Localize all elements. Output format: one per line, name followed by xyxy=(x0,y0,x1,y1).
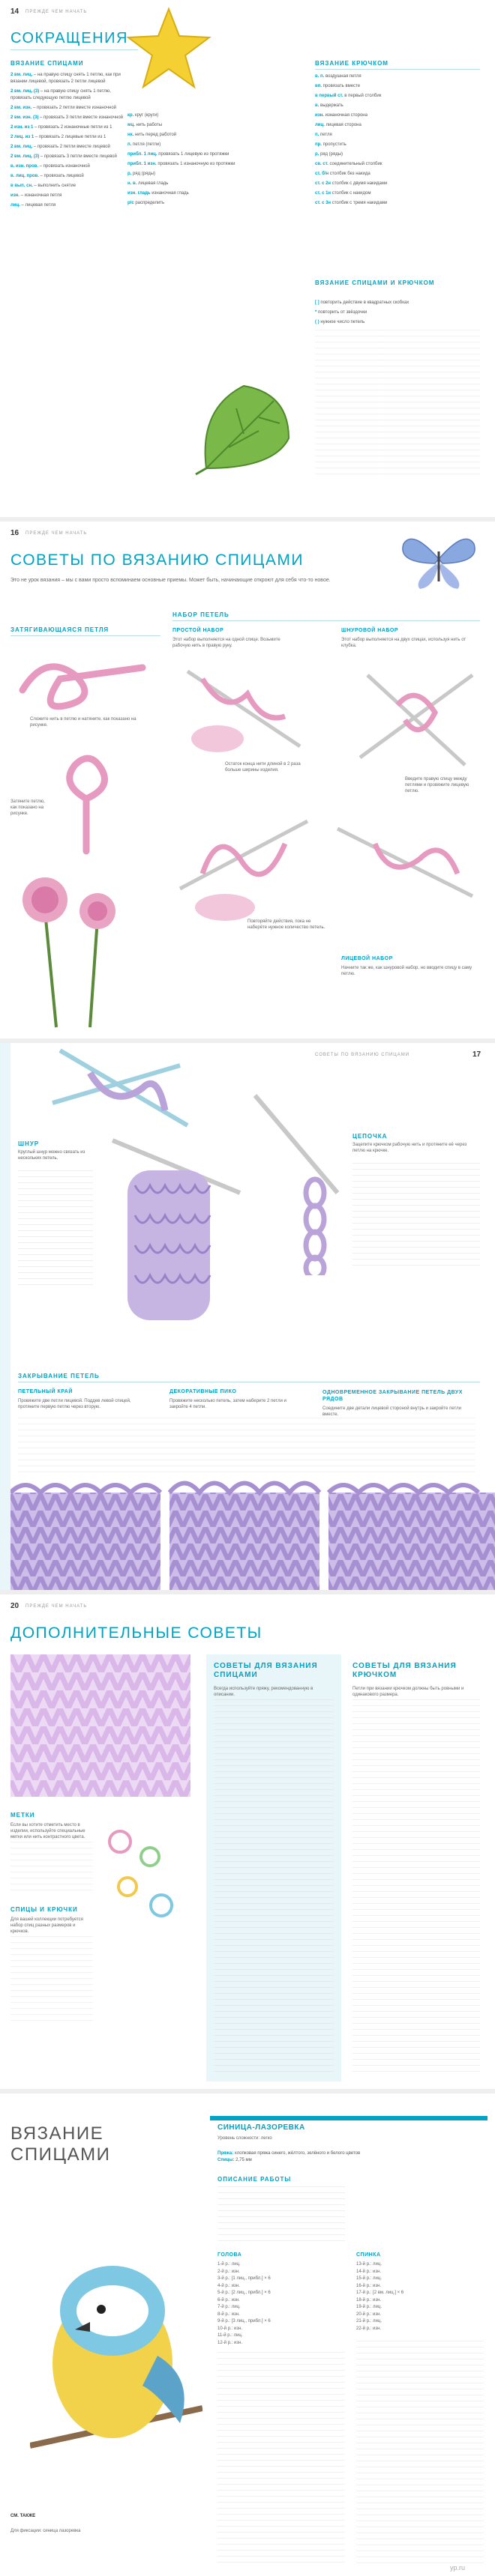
mid-term-desc: петля (петли) xyxy=(132,142,161,147)
page-number: 14 xyxy=(10,7,20,16)
knit-abbreviations xyxy=(10,72,123,212)
crochet-term-key: в первый ст. xyxy=(315,94,345,98)
crochet-term xyxy=(315,190,484,197)
knit-term-desc: – лицевая петля xyxy=(21,203,56,208)
mid-term xyxy=(128,132,240,139)
section-tips-knitting: СОВЕТЫ ДЛЯ ВЯЗАНИЯ СПИЦАМИ xyxy=(214,1662,318,1679)
credit-label: СМ. ТАКЖЕ xyxy=(10,2514,36,2518)
stitch-markers-illustration xyxy=(98,1812,188,1947)
crochet-term-key: изн. xyxy=(315,113,326,118)
flower-icon xyxy=(15,866,128,1031)
crochet-term xyxy=(315,93,484,100)
page-cord-chain xyxy=(0,1043,495,1590)
cord-text: Круглый шнур можно связать из нескольких петель. xyxy=(18,1150,86,1161)
pattern-row: 18-й р.: изн. xyxy=(356,2297,382,2303)
tools-text: Для вашей коллекции потребуется набор спиц разных размеров и крючков. xyxy=(10,1917,83,1934)
crochet-term-desc: лицевая сторона xyxy=(326,123,362,127)
crochet-term-desc: ряд (ряды) xyxy=(320,152,344,157)
bind-off-2-text: Провяжите несколько петель, затем наберите 2 петли и закройте 4 петли. xyxy=(170,1399,286,1409)
mid-term-key: п. xyxy=(128,142,133,147)
intro-text: Это не урок вязания – мы с вами просто вспоминаем основные приемы. Может быть, начинающие откроют для себя что-то новое. xyxy=(10,578,331,583)
materials xyxy=(218,2150,480,2164)
knit-term-key: 2 вм. лиц. xyxy=(10,73,34,77)
knit-term-desc: – выполнить снятие xyxy=(34,184,76,188)
face-cast-on-text: Начните так же, как шнуровой набор, но вводите спицу в саму петлю. xyxy=(341,966,472,976)
page-bluetit-pattern xyxy=(0,2093,495,2576)
knit-term xyxy=(10,124,123,131)
pattern-row: 15-й р.: лиц. xyxy=(356,2276,382,2281)
knit-term-desc: – на правую спицу снять 1 петлю, как при вязании лицевой, провязать 2 петли лицевой xyxy=(10,73,121,84)
pattern-row: 20-й р.: изн. xyxy=(356,2312,382,2317)
knit-term-key: в. лиц. пров. xyxy=(10,174,40,178)
crochet-term-desc: провязать вместе xyxy=(322,84,361,88)
crochet-term-desc: изнаночная сторона xyxy=(325,113,368,118)
crochet-term-key: пр. xyxy=(315,142,323,147)
page-tag: ПРЕЖДЕ ЧЕМ НАЧАТЬ xyxy=(26,10,88,14)
mid-term-key: р. xyxy=(128,172,133,176)
mid-term-key: мц. xyxy=(128,123,136,127)
knit-term-key: 2 вм. изн. (3) xyxy=(10,115,40,120)
crochet-term-key: ст. с 1н xyxy=(315,191,332,196)
simple-cast-on-heading: ПРОСТОЙ НАБОР xyxy=(172,628,224,633)
page-tag: ПРЕЖДЕ ЧЕМ НАЧАТЬ xyxy=(26,1604,88,1609)
crochet-term-key: в. xyxy=(315,103,321,108)
crochet-term-desc: в первый столбик xyxy=(344,94,382,98)
mid-abbreviations xyxy=(128,112,240,210)
slip-knot-illustration-2 xyxy=(45,746,128,859)
knit-term-desc: – провязать изнаночной xyxy=(39,164,90,169)
knit-term-desc: – изнаночная петля xyxy=(20,193,62,198)
crochet-term xyxy=(315,73,484,80)
head-heading: ГОЛОВА xyxy=(218,2252,242,2258)
crochet-term xyxy=(315,171,484,178)
crochet-term-desc: столбик с тремя накидами xyxy=(332,201,388,205)
crochet-term xyxy=(315,83,484,90)
both-term-key: [ ] xyxy=(315,300,321,305)
knit-term-desc: – провязать 3 петли вместе изнаночной xyxy=(40,115,124,120)
yellow-star-icon xyxy=(124,6,214,92)
crochet-term xyxy=(315,103,484,109)
face-cast-on-heading: ЛИЦЕВОЙ НАБОР xyxy=(341,956,393,961)
mid-term-desc: нить перед работой xyxy=(134,133,177,137)
pattern-level: Уровень сложности: легко xyxy=(218,2136,272,2141)
watermark: yp.ru xyxy=(450,2564,466,2572)
both-term xyxy=(315,309,484,316)
crochet-term-key: лиц. xyxy=(315,123,326,127)
yarn-value: хлопковая пряжа синего, жёлтого, зелёного и белого цветов xyxy=(234,2151,361,2156)
mid-term-key: н. в. xyxy=(128,181,138,186)
mid-term-desc: распределить xyxy=(135,201,165,205)
pattern-row: 6-й р.: изн. xyxy=(218,2297,240,2303)
section-cord: ШНУР xyxy=(18,1140,40,1147)
chain-illustration xyxy=(248,1088,352,1275)
section-cast-on: НАБОР ПЕТЕЛЬ xyxy=(172,611,230,618)
crochet-term xyxy=(315,132,484,139)
knit-term xyxy=(10,144,123,151)
crochet-term-desc: соединительный столбик xyxy=(329,162,382,166)
mid-term-desc: круг (круги) xyxy=(135,113,159,118)
cord-illustration xyxy=(98,1125,248,1373)
knit-term-key: в. изн. пров. xyxy=(10,164,40,169)
mid-term xyxy=(128,161,240,168)
pattern-row: 17-й р.: [2 вм. лиц.] × 6 xyxy=(356,2291,404,2295)
pattern-row: 9-й р.: [3 лиц., прибл.] × 6 xyxy=(218,2319,271,2323)
knit-term xyxy=(10,88,123,102)
pattern-row: 16-й р.: изн. xyxy=(356,2283,382,2288)
both-term-desc: нужное число петель xyxy=(320,320,365,324)
mid-term xyxy=(128,181,240,187)
page-title: ДОПОЛНИТЕЛЬНЫЕ СОВЕТЫ xyxy=(10,1624,262,1642)
markers-text: Если вы хотите отметить место в изделии, используйте специальные метки или нить контрастного цвета. xyxy=(10,1823,86,1839)
pattern-row: 21-й р.: лиц. xyxy=(356,2319,382,2323)
crochet-term xyxy=(315,151,484,158)
body-heading: СПИНКА xyxy=(356,2252,381,2258)
knit-term-key: 2 вм. лиц. (3) xyxy=(10,154,40,159)
crochet-term-desc: воздушная петля xyxy=(325,74,362,79)
section-slip-knot: ЗАТЯГИВАЮЩАЯСЯ ПЕТЛЯ xyxy=(10,626,110,633)
section-both: ВЯЗАНИЕ СПИЦАМИ И КРЮЧКОМ xyxy=(315,279,435,286)
pattern-row: 5-й р.: [2 лиц., прибл.] × 6 xyxy=(218,2291,271,2295)
slip-knot-illustration-1 xyxy=(15,645,150,713)
footer-note: Для фиксации: синица лазоревка xyxy=(10,2529,81,2533)
crochet-term xyxy=(315,112,484,119)
crochet-term-key: ст. б/н xyxy=(315,172,330,176)
knit-term xyxy=(10,202,123,209)
crochet-term-key: св. ст. xyxy=(315,162,330,166)
pattern-row: 7-й р.: лиц. xyxy=(218,2305,241,2309)
knit-term-key: 2 вм. лиц. (3) xyxy=(10,89,40,94)
simple-cast-on-text-2: Остаток конца нити длиной в 2 раза больше ширины изделия. xyxy=(225,762,301,773)
mid-term-key: прибл. 1 лиц. xyxy=(128,152,159,157)
bind-off-swatches xyxy=(10,1478,495,1590)
step-1-text: Сложите нить в петлю и натяните, как показано на рисунке. xyxy=(30,717,136,728)
knit-term xyxy=(10,163,123,170)
crochet-term xyxy=(315,142,484,148)
mid-term-key: нк. xyxy=(128,133,135,137)
green-leaf-icon xyxy=(191,378,296,476)
pattern-row: 2-й р.: изн. xyxy=(218,2269,240,2274)
crochet-term-desc: пропустить xyxy=(322,142,346,147)
mid-term xyxy=(128,151,240,158)
both-term-key: * xyxy=(315,310,319,315)
mid-term-desc: изнаночная гладь xyxy=(152,191,189,196)
mid-term xyxy=(128,112,240,119)
yarn-label: Пряжа: xyxy=(218,2151,234,2156)
knit-term-desc: – провязать 2 петли вместе изнаночной xyxy=(33,106,117,110)
simple-cast-on-text: Этот набор выполняется на одной спице. Возьмите рабочую нить в правую руку. xyxy=(172,638,280,648)
butterfly-icon xyxy=(398,529,480,593)
knit-term-desc: – провязать 2 петли вместе лицевой xyxy=(33,145,110,149)
page-number: 17 xyxy=(472,1050,482,1059)
pattern-row: 11-й р.: лиц. xyxy=(218,2333,243,2338)
pattern-title: СИНИЦА-ЛАЗОРЕВКА xyxy=(218,2123,305,2132)
pattern-row: 4-й р.: изн. xyxy=(218,2283,240,2288)
mid-term-desc: провязать 1 изнаночную из протяжки xyxy=(158,162,236,166)
knit-term xyxy=(10,193,123,199)
crochet-term-key: п. xyxy=(315,133,320,137)
page-extra-tips xyxy=(0,1594,495,2089)
cord-cast-on-illustration-2 xyxy=(330,806,480,911)
knit-term xyxy=(10,105,123,112)
crochet-term-key: ст. с 2н xyxy=(315,181,332,186)
crochet-term-key: р. xyxy=(315,152,320,157)
both-term-key: ( ) xyxy=(315,320,321,324)
knit-term-key: 2 лиц. из 1 xyxy=(10,135,35,139)
page-tag: ПРЕЖДЕ ЧЕМ НАЧАТЬ xyxy=(26,531,88,536)
knit-term xyxy=(10,72,123,85)
knit-term xyxy=(10,183,123,190)
knit-term-desc: – на правую спицу снять 1 петлю, провязать следующую петлю лицевой xyxy=(10,89,111,100)
knit-term xyxy=(10,134,123,141)
section-chain: ЦЕПОЧКА xyxy=(352,1133,388,1140)
both-term xyxy=(315,319,484,326)
page-title: СОВЕТЫ ПО ВЯЗАНИЮ СПИЦАМИ xyxy=(10,551,304,569)
page-number: 20 xyxy=(10,1602,20,1610)
chapter-title: ВЯЗАНИЕ СПИЦАМИ xyxy=(10,2123,111,2165)
knit-term-key: 2 изн. из 1 xyxy=(10,125,34,130)
simple-cast-on-text-3: Повторяйте действия, пока не наберёте нужное количество петель. xyxy=(248,919,326,930)
pink-swatch-illustration xyxy=(10,1654,190,1797)
mid-term-desc: провязать 1 лицевую из протяжки xyxy=(158,152,230,157)
mid-term xyxy=(128,190,240,197)
crochet-term-desc: столбик с накидом xyxy=(332,191,371,196)
simple-cast-on-illustration-2 xyxy=(172,799,315,926)
pattern-rows-2 xyxy=(356,2261,484,2332)
crochet-term-desc: петля xyxy=(320,133,332,137)
both-abbreviations xyxy=(315,300,484,329)
tips-crochet-text: Петли при вязании крючком должны быть ровными и одинакового размера. xyxy=(352,1687,464,1697)
step-2-text: Затяните петлю, как показано на рисунке. xyxy=(10,799,45,816)
section-bind-off: ЗАКРЫВАНИЕ ПЕТЕЛЬ xyxy=(18,1373,100,1379)
knit-term xyxy=(10,173,123,180)
crochet-term xyxy=(315,122,484,129)
crochet-term-key: вп. xyxy=(315,84,323,88)
simple-cast-on-illustration xyxy=(172,656,308,761)
crochet-term xyxy=(315,181,484,187)
crochet-term-key: в. п. xyxy=(315,74,326,79)
bind-off-3-heading: ОДНОВРЕМЕННОЕ ЗАКРЫВАНИЕ ПЕТЕЛЬ ДВУХ РЯДОВ xyxy=(322,1390,463,1402)
cord-cast-on-text-2: Введите правую спицу между петлями и провяжите лицевую петлю. xyxy=(405,777,470,793)
mid-term xyxy=(128,171,240,178)
chain-text: Зацепите крючком рабочую нить и протяните её через петлю на крючке. xyxy=(352,1143,467,1153)
pattern-row: 10-й р.: изн. xyxy=(218,2326,243,2331)
mid-term xyxy=(128,200,240,207)
pattern-rows-1 xyxy=(218,2261,345,2347)
cord-cast-on-text: Этот набор выполняется на двух спицах, используя нить от клубка. xyxy=(341,638,466,648)
crochet-term-desc: столбик без накида xyxy=(329,172,370,176)
page-number: 16 xyxy=(10,529,20,537)
knit-term-key: 2 вм. лиц. xyxy=(10,145,34,149)
pattern-row: 8-й р.: изн. xyxy=(218,2312,240,2317)
needles-label: Спицы: xyxy=(218,2158,235,2162)
knit-term-key: 2 вм. изн. xyxy=(10,106,34,110)
page-knitting-tips xyxy=(0,521,495,1038)
pattern-row: 12-й р.: изн. xyxy=(218,2340,243,2345)
crochet-term-desc: столбик с двумя накидами xyxy=(332,181,388,186)
both-term-desc: повторить от звёздочки xyxy=(318,310,368,315)
needles-value: 2,75 мм xyxy=(236,2158,252,2162)
section-tools: СПИЦЫ И КРЮЧКИ xyxy=(10,1906,78,1913)
page-tag: СОВЕТЫ ПО ВЯЗАНИЮ СПИЦАМИ xyxy=(315,1053,410,1057)
mid-term-key: прибл. 1 изн. xyxy=(128,162,158,166)
mid-term-desc: нить работы xyxy=(136,123,163,127)
tips-knitting-text: Всегда используйте пряжу, рекомендованную в описании. xyxy=(214,1687,314,1697)
knit-term-key: изн. xyxy=(10,193,21,198)
page-abbreviations xyxy=(0,0,495,517)
crochet-term xyxy=(315,161,484,168)
bind-off-1-heading: ПЕТЕЛЬНЫЙ КРАЙ xyxy=(18,1389,73,1394)
bind-off-2-heading: ДЕКОРАТИВНЫЕ ПИКО xyxy=(170,1389,237,1394)
mid-term-desc: ряд (ряды) xyxy=(133,172,156,176)
pattern-row: 19-й р.: лиц. xyxy=(356,2305,382,2309)
crochet-abbreviations xyxy=(315,73,484,210)
knit-term xyxy=(10,115,123,121)
bind-off-3-text: Соедините две детали лицевой стороной внутрь и закройте петли вместе. xyxy=(322,1406,461,1417)
knit-term xyxy=(10,154,123,160)
pattern-row: 13-й р.: лиц. xyxy=(356,2262,382,2267)
knit-term-key: в вып. сн. xyxy=(10,184,34,188)
pattern-row: 14-й р.: изн. xyxy=(356,2269,382,2274)
pattern-row: 3-й р.: [1 лиц., прибл.] × 6 xyxy=(218,2276,271,2281)
mid-term xyxy=(128,122,240,129)
cord-cast-on-illustration xyxy=(352,660,480,773)
mid-term-key: р/с xyxy=(128,201,136,205)
section-tips-crochet: СОВЕТЫ ДЛЯ ВЯЗАНИЯ КРЮЧКОМ xyxy=(352,1662,457,1679)
knit-term-desc: – провязать лицевой xyxy=(40,174,84,178)
knit-term-desc: – провязать 2 изнаночные петли из 1 xyxy=(34,125,112,130)
both-term-desc: повторить действие в квадратных скобках xyxy=(320,300,410,305)
crochet-term-key: ст. с 3н xyxy=(315,201,332,205)
knit-term-desc: – провязать 3 петли вместе лицевой xyxy=(40,154,117,159)
pattern-row: 22-й р.: изн. xyxy=(356,2326,382,2331)
cord-cast-on-heading: ШНУРОВОЙ НАБОР xyxy=(341,628,399,633)
bluetit-bird-icon xyxy=(30,2198,202,2483)
both-term xyxy=(315,300,484,306)
bind-off-1-text: Провяжите две петли лицевой. Поддев левой спицей, протяните первую петлю через вторую. xyxy=(18,1399,131,1409)
section-description: ОПИСАНИЕ РАБОТЫ xyxy=(218,2176,292,2183)
knit-term-desc: – провязать 2 лицевые петли из 1 xyxy=(34,135,106,139)
pattern-row: 1-й р.: лиц. xyxy=(218,2262,241,2267)
section-knitting: ВЯЗАНИЕ СПИЦАМИ xyxy=(10,60,84,67)
crochet-term xyxy=(315,200,484,207)
page-title: СОКРАЩЕНИЯ xyxy=(10,30,128,46)
crochet-term-desc: выдержать xyxy=(320,103,344,108)
mid-term xyxy=(128,142,240,148)
mid-term-key: кр. xyxy=(128,113,136,118)
mid-term-desc: лицевая гладь xyxy=(137,181,169,186)
mid-term-key: изн. гладь xyxy=(128,191,152,196)
knit-term-key: лиц. xyxy=(10,203,22,208)
section-markers: МЕТКИ xyxy=(10,1812,35,1818)
section-crochet: ВЯЗАНИЕ КРЮЧКОМ xyxy=(315,60,388,67)
